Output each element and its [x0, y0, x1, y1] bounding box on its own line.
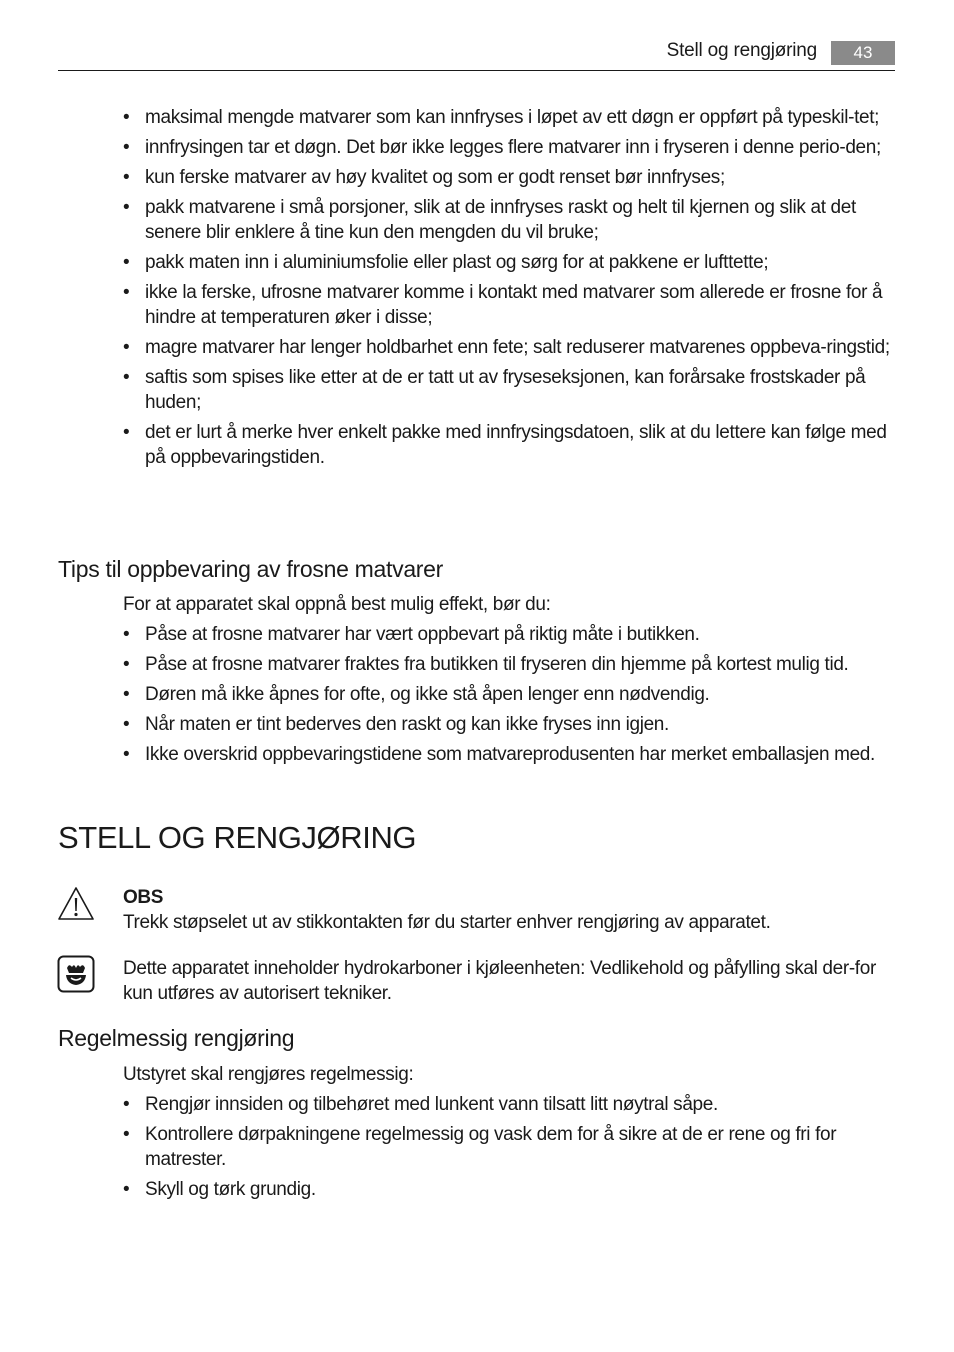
list-item: • Døren må ikke åpnes for ofte, og ikke stå åpen lenger enn nødvendig.: [123, 682, 895, 707]
list-item: • pakk maten inn i aluminiumsfolie eller plast og sørg for at pakkene er lufttette;: [123, 250, 895, 275]
warning-text: Trekk støpselet ut av stikkontakten før du starter enhver rengjøring av apparatet.: [123, 912, 771, 933]
section-title: STELL OG RENGJØRING: [58, 820, 417, 855]
list-item: • maksimal mengde matvarer som kan innfryses i løpet av ett døgn er oppført på typeskil-tet;: [123, 105, 895, 130]
storage-tips-intro: For at apparatet skal oppnå best mulig effekt, bør du:: [123, 594, 551, 615]
list-item: • magre matvarer har lenger holdbarhet enn fete; salt reduserer matvarenes oppbeva-ringstid;: [123, 335, 895, 360]
list-item: • det er lurt å merke hver enkelt pakke med innfrysingsdatoen, slik at du lettere kan følge med på oppbevaringstiden.: [123, 420, 895, 470]
list-item: • Kontrollere dørpakningene regelmessig og vask dem for å sikre at de er rene og fri for matrester.: [123, 1122, 895, 1172]
list-item: • Skyll og tørk grundig.: [123, 1177, 895, 1202]
regular-cleaning-list: [123, 1092, 895, 1207]
list-item: • Rengjør innsiden og tilbehøret med lunkent vann tilsatt litt nøytral såpe.: [123, 1092, 895, 1117]
freezing-tips-list: [123, 105, 895, 475]
storage-tips-list: [123, 622, 895, 772]
regular-cleaning-intro: Utstyret skal rengjøres regelmessig:: [123, 1064, 414, 1085]
list-item: • kun ferske matvarer av høy kvalitet og som er godt renset bør innfryses;: [123, 165, 895, 190]
environment-icon: [57, 955, 95, 993]
regular-cleaning-heading: Regelmessig rengjøring: [58, 1025, 295, 1051]
environment-note-text: Dette apparatet inneholder hydrokarboner i kjøleenheten: Vedlikehold og påfylling skal der-for kun utføres av autorisert tekniker.: [123, 958, 876, 1004]
list-item: • ikke la ferske, ufrosne matvarer komme i kontakt med matvarer som allerede er frosne for å hindre at temperaturen øker i disse;: [123, 280, 895, 330]
list-item: • Påse at frosne matvarer har vært oppbevart på riktig måte i butikken.: [123, 622, 895, 647]
warning-triangle-icon: [57, 886, 95, 922]
list-item: • pakk matvarene i små porsjoner, slik at de innfryses raskt og helt til kjernen og slik at det senere blir enklere å tine kun den mengden du vil bruke;: [123, 195, 895, 245]
warning-title: OBS: [123, 887, 164, 908]
list-item: • Ikke overskrid oppbevaringstidene som matvareprodusenten har merket emballasjen med.: [123, 742, 895, 767]
list-item: • Når maten er tint bederves den raskt og kan ikke fryses inn igjen.: [123, 712, 895, 737]
header-title: Stell og rengjøring: [666, 40, 817, 61]
list-item: • saftis som spises like etter at de er tatt ut av fryseseksjonen, kan forårsake frostskader på huden;: [123, 365, 895, 415]
page-header: [58, 38, 895, 71]
page-number: 43: [831, 41, 895, 65]
storage-tips-heading: Tips til oppbevaring av frosne matvarer: [58, 556, 444, 582]
list-item: • innfrysingen tar et døgn. Det bør ikke legges flere matvarer inn i fryseren i denne perio-den;: [123, 135, 895, 160]
list-item: • Påse at frosne matvarer fraktes fra butikken til fryseren din hjemme på kortest mulig tid.: [123, 652, 895, 677]
